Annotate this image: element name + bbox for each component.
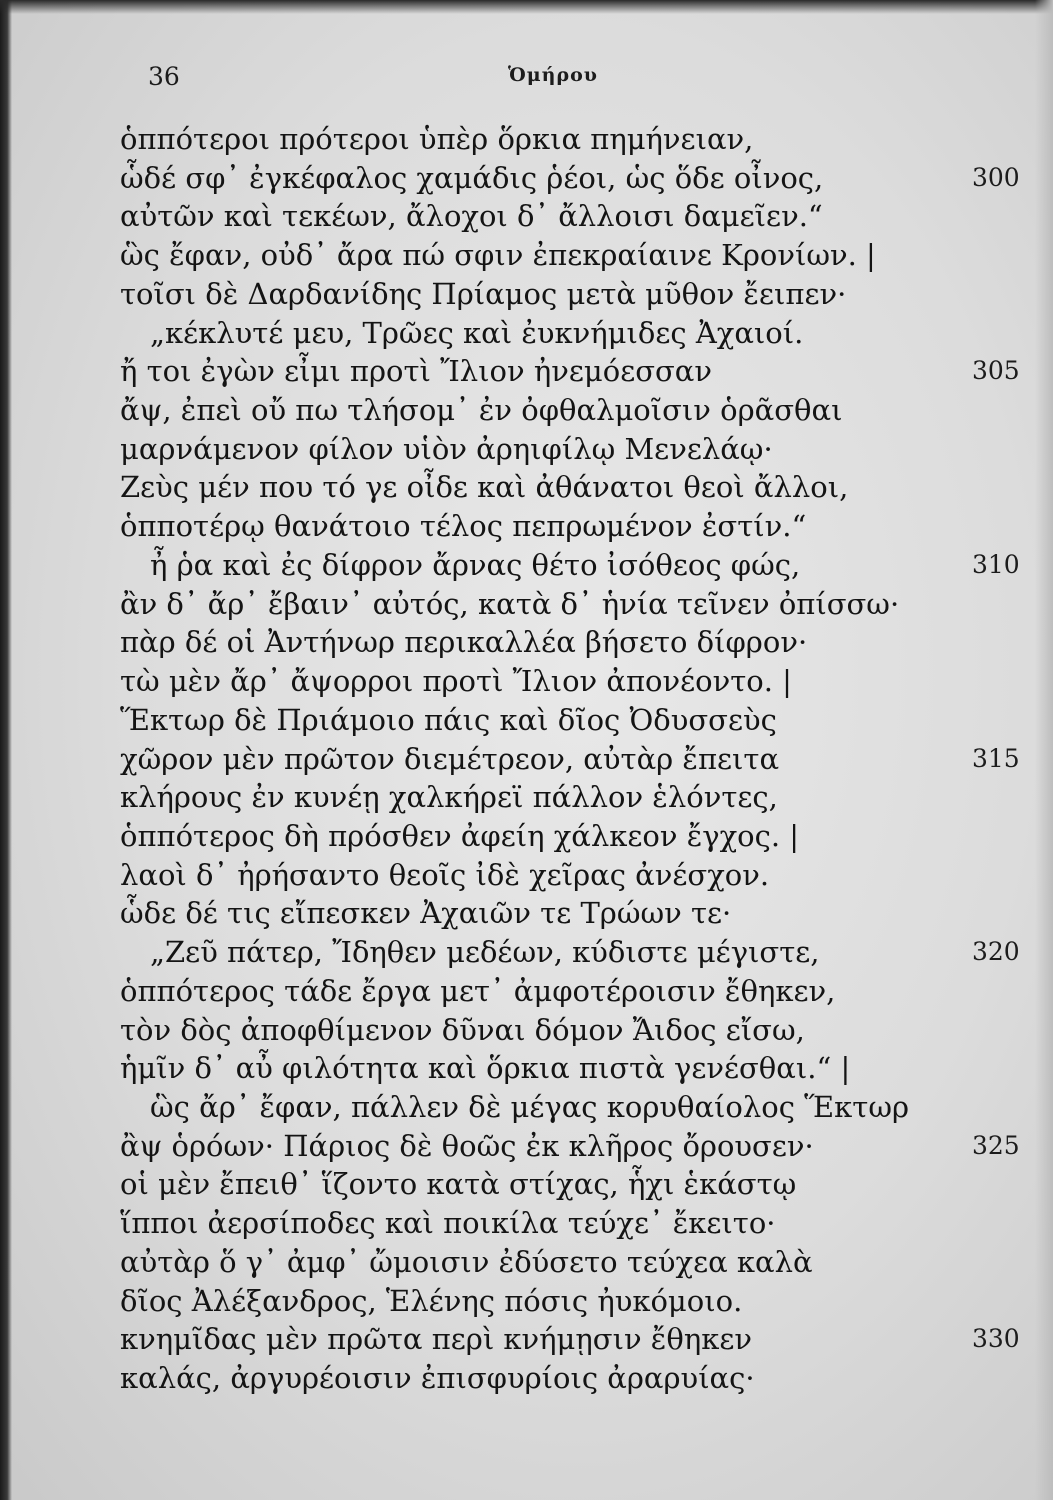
verse-text: „κέκλυτέ μευ, Τρῶες καὶ ἐυκνήμιδες Ἀχαιοί. xyxy=(150,315,804,350)
verse-line xyxy=(0,314,1053,353)
verse-text: ὁππότερος τάδε ἔργα μετ᾽ ἀμφοτέροισιν ἔθηκεν, xyxy=(120,973,836,1008)
line-number: 330 xyxy=(972,1324,1020,1354)
verse-line xyxy=(0,120,1053,159)
verse-text: οἱ μὲν ἔπειθ᾽ ἵζοντο κατὰ στίχας, ἧχι ἑκάστῳ xyxy=(120,1167,797,1202)
verse-line xyxy=(0,623,1053,662)
verse-text: ὧδε δέ τις εἴπεσκεν Ἀχαιῶν τε Τρώων τε· xyxy=(120,896,732,931)
verse-line xyxy=(0,1320,1053,1359)
verse-text: Ἕκτωρ δὲ Πριάμοιο πάις καὶ δῖος Ὀδυσσεὺς xyxy=(120,702,777,737)
verse-line xyxy=(0,1243,1053,1282)
verse-line xyxy=(0,585,1053,624)
verse-text: λαοὶ δ᾽ ἠρήσαντο θεοῖς ἰδὲ χεῖρας ἀνέσχον. xyxy=(120,857,770,892)
verse-line xyxy=(0,972,1053,1011)
verse-text: αὐτὰρ ὅ γ᾽ ἀμφ᾽ ὤμοισιν ἐδύσετο τεύχεα καλὰ xyxy=(120,1244,813,1279)
verse-line xyxy=(0,197,1053,236)
verse-line xyxy=(0,894,1053,933)
verse-line xyxy=(0,159,1053,198)
verse-text: τὼ μὲν ἄρ᾽ ἄψορροι προτὶ Ἴλιον ἀπονέοντο. | xyxy=(120,664,792,699)
verse-text: „Ζεῦ πάτερ, Ἴδηθεν μεδέων, κύδιστε μέγιστε, xyxy=(150,935,820,970)
scan-top-edge xyxy=(0,0,1053,14)
verse-text: ἦ ῥα καὶ ἐς δίφρον ἄρνας θέτο ἰσόθεος φώς, xyxy=(150,547,801,582)
verse-text: ὁππότεροι πρότεροι ὑπὲρ ὅρκια πημήνειαν, xyxy=(120,122,754,156)
verse-text: καλάς, ἀργυρέοισιν ἐπισφυρίοις ἀραρυίας· xyxy=(120,1361,755,1395)
line-number: 305 xyxy=(972,356,1020,386)
verse-block xyxy=(0,120,1053,1398)
verse-text: ὧδέ σφ᾽ ἐγκέφαλος χαμάδις ῥέοι, ὡς ὅδε οἶνος, xyxy=(120,160,824,195)
verse-line xyxy=(0,507,1053,546)
verse-text: κνημῖδας μὲν πρῶτα περὶ κνήμῃσιν ἔθηκεν xyxy=(120,1322,752,1357)
verse-text: ἄψ, ἐπεὶ οὔ πω τλήσομ᾽ ἐν ὀφθαλμοῖσιν ὁρᾶσθαι xyxy=(120,393,843,428)
verse-text: ἡμῖν δ᾽ αὖ φιλότητα καὶ ὅρκια πιστὰ γενέσθαι.“ | xyxy=(120,1051,851,1086)
verse-line xyxy=(0,817,1053,856)
verse-line xyxy=(0,391,1053,430)
verse-text: ὣς ἄρ᾽ ἔφαν, πάλλεν δὲ μέγας κορυθαίολος Ἕκτωρ xyxy=(150,1089,910,1124)
page-number: 36 xyxy=(148,62,180,91)
verse-line xyxy=(0,1127,1053,1166)
verse-line xyxy=(0,740,1053,779)
verse-line xyxy=(0,856,1053,895)
running-head: Ὁμήρου xyxy=(508,64,598,86)
verse-text: ἂψ ὁρόων· Πάριος δὲ θοῶς ἐκ κλῆρος ὄρουσεν· xyxy=(120,1128,814,1163)
verse-line xyxy=(0,662,1053,701)
verse-line xyxy=(0,1049,1053,1088)
verse-line xyxy=(0,468,1053,507)
verse-text: τὸν δὸς ἀποφθίμενον δῦναι δόμον Ἄιδος εἴσω, xyxy=(120,1012,805,1047)
verse-line xyxy=(0,1204,1053,1243)
verse-text: κλήρους ἐν κυνέῃ χαλκήρεϊ πάλλον ἑλόντες, xyxy=(120,780,778,815)
line-number: 315 xyxy=(972,743,1020,773)
verse-line xyxy=(0,275,1053,314)
verse-text: χῶρον μὲν πρῶτον διεμέτρεον, αὐτὰρ ἔπειτα xyxy=(120,741,780,776)
verse-line xyxy=(0,1088,1053,1127)
line-number: 300 xyxy=(972,162,1020,192)
verse-line xyxy=(0,1011,1053,1050)
verse-line xyxy=(0,933,1053,972)
verse-text: αὐτῶν καὶ τεκέων, ἄλοχοι δ᾽ ἄλλοισι δαμεῖεν.“ xyxy=(120,199,823,234)
verse-line xyxy=(0,1282,1053,1321)
verse-text: δῖος Ἀλέξανδρος, Ἑλένης πόσις ἠυκόμοιο. xyxy=(120,1283,743,1318)
verse-text: ὁππότερος δὴ πρόσθεν ἀφείη χάλκεον ἔγχος. | xyxy=(120,818,800,853)
line-number: 325 xyxy=(972,1130,1020,1160)
verse-text: ἤ τοι ἐγὼν εἶμι προτὶ Ἴλιον ἠνεμόεσσαν xyxy=(120,354,713,389)
verse-text: ὁπποτέρῳ θανάτοιο τέλος πεπρωμένον ἐστίν.“ xyxy=(120,509,807,544)
verse-line xyxy=(0,778,1053,817)
verse-text: ἵπποι ἀερσίποδες καὶ ποικίλα τεύχε᾽ ἔκειτο· xyxy=(120,1206,776,1241)
verse-text: πὰρ δέ οἱ Ἀντήνωρ περικαλλέα βήσετο δίφρον· xyxy=(120,625,808,660)
verse-line xyxy=(0,236,1053,275)
line-number: 310 xyxy=(972,549,1020,579)
verse-text: Ζεὺς μέν που τό γε οἶδε καὶ ἀθάνατοι θεοὶ ἄλλοι, xyxy=(120,470,849,505)
verse-text: τοῖσι δὲ Δαρδανίδης Πρίαμος μετὰ μῦθον ἔειπεν· xyxy=(120,276,847,311)
verse-line xyxy=(0,352,1053,391)
line-number: 320 xyxy=(972,937,1020,967)
verse-line xyxy=(0,430,1053,469)
verse-line xyxy=(0,1165,1053,1204)
verse-line xyxy=(0,1359,1053,1398)
verse-text: ἂν δ᾽ ἄρ᾽ ἔβαιν᾽ αὐτός, κατὰ δ᾽ ἡνία τεῖνεν ὀπίσσω· xyxy=(120,586,900,621)
verse-line xyxy=(0,701,1053,740)
verse-line xyxy=(0,546,1053,585)
verse-text: μαρνάμενον φίλον υἱὸν ἀρηιφίλῳ Μενελάῳ· xyxy=(120,431,773,466)
verse-text: ὣς ἔφαν, οὐδ᾽ ἄρα πώ σφιν ἐπεκραίαινε Κρονίων. | xyxy=(120,238,876,273)
